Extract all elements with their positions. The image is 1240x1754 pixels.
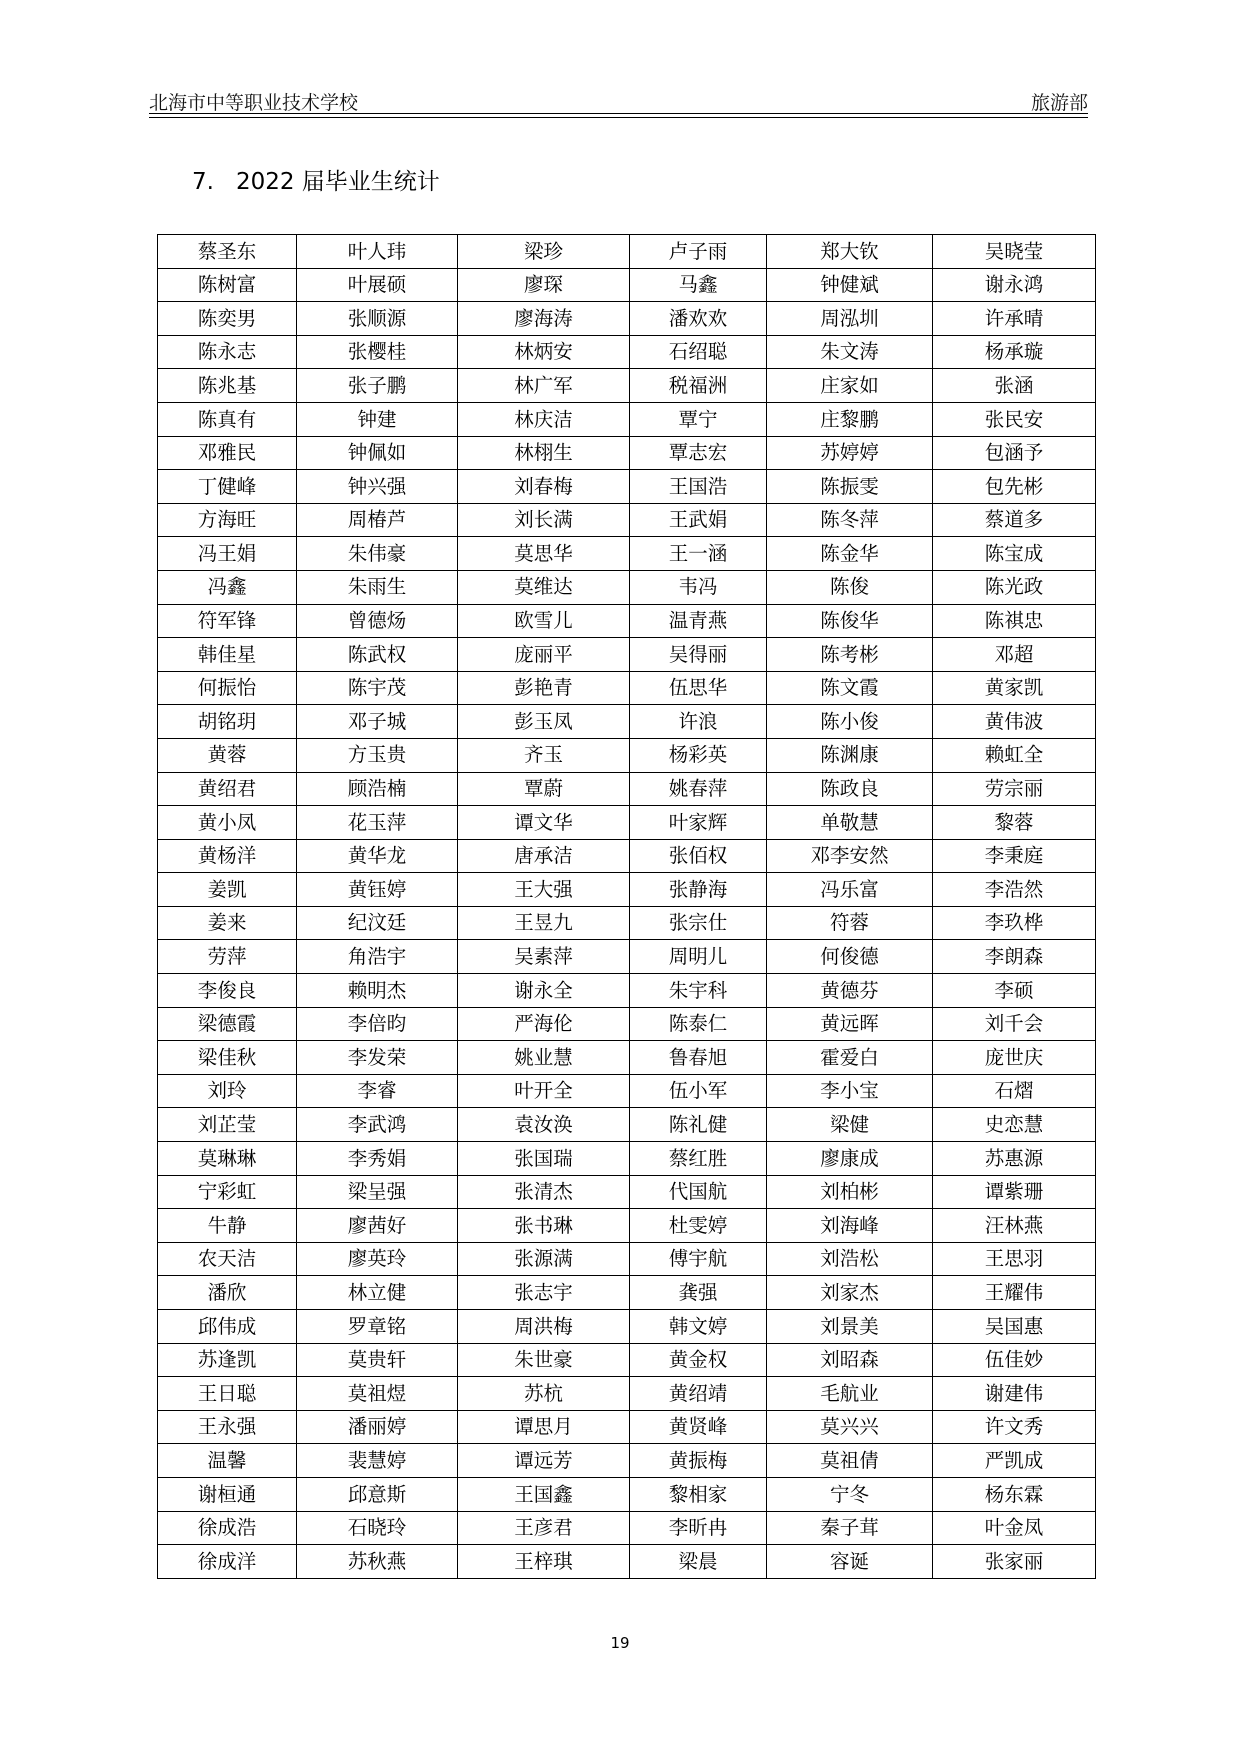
table-cell: 刘春梅 — [458, 470, 630, 504]
table-row — [158, 570, 1096, 604]
table-cell: 李俊良 — [158, 974, 297, 1008]
table-cell: 李玖桦 — [933, 906, 1096, 940]
table-cell: 张涵 — [933, 369, 1096, 403]
table-cell: 邓子城 — [297, 705, 458, 739]
table-cell: 王彦君 — [458, 1511, 630, 1545]
table-cell: 代国航 — [630, 1175, 767, 1209]
table-cell: 丁健峰 — [158, 470, 297, 504]
table-cell: 王日聪 — [158, 1377, 297, 1411]
table-cell: 伍佳妙 — [933, 1343, 1096, 1377]
table-cell: 邓李安然 — [767, 839, 933, 873]
header-school-name: 北海市中等职业技术学校 — [149, 92, 359, 114]
table-cell: 龚强 — [630, 1276, 767, 1310]
table-cell: 周洪梅 — [458, 1310, 630, 1344]
table-cell: 农天洁 — [158, 1242, 297, 1276]
table-row — [158, 671, 1096, 705]
table-row — [158, 503, 1096, 537]
table-cell: 刘长满 — [458, 503, 630, 537]
table-row — [158, 1444, 1096, 1478]
table-cell: 黄小凤 — [158, 806, 297, 840]
table-row — [158, 1074, 1096, 1108]
table-cell: 王耀伟 — [933, 1276, 1096, 1310]
table-cell: 包涵予 — [933, 436, 1096, 470]
table-cell: 刘景美 — [767, 1310, 933, 1344]
table-cell: 叶展硕 — [297, 268, 458, 302]
table-cell: 黄蓉 — [158, 738, 297, 772]
table-row — [158, 940, 1096, 974]
table-row — [158, 1041, 1096, 1075]
table-cell: 梁呈强 — [297, 1175, 458, 1209]
table-cell: 黄金权 — [630, 1343, 767, 1377]
table-cell: 梁珍 — [458, 235, 630, 269]
table-cell: 宁彩虹 — [158, 1175, 297, 1209]
table-cell: 吴晓莹 — [933, 235, 1096, 269]
table-cell: 陈永志 — [158, 335, 297, 369]
table-row — [158, 268, 1096, 302]
table-cell: 朱宇科 — [630, 974, 767, 1008]
table-row — [158, 1242, 1096, 1276]
table-cell: 陈小俊 — [767, 705, 933, 739]
table-cell: 王武娟 — [630, 503, 767, 537]
table-cell: 张佰权 — [630, 839, 767, 873]
table-cell: 花玉萍 — [297, 806, 458, 840]
table-cell: 潘丽婷 — [297, 1410, 458, 1444]
table-cell: 赖明杰 — [297, 974, 458, 1008]
table-cell: 彭艳青 — [458, 671, 630, 705]
table-cell: 韩文婷 — [630, 1310, 767, 1344]
table-cell: 毛航业 — [767, 1377, 933, 1411]
table-cell: 鲁春旭 — [630, 1041, 767, 1075]
table-cell: 陈俊 — [767, 570, 933, 604]
table-cell: 王永强 — [158, 1410, 297, 1444]
table-row — [158, 772, 1096, 806]
table-cell: 陈礼健 — [630, 1108, 767, 1142]
table-row — [158, 974, 1096, 1008]
section-title-text: 2022 届毕业生统计 — [235, 169, 440, 195]
table-row — [158, 369, 1096, 403]
table-cell: 姚春萍 — [630, 772, 767, 806]
table-cell: 李倍昀 — [297, 1007, 458, 1041]
table-cell: 陈兆基 — [158, 369, 297, 403]
table-cell: 蔡圣东 — [158, 235, 297, 269]
table-cell: 覃蔚 — [458, 772, 630, 806]
table-cell: 张志宇 — [458, 1276, 630, 1310]
table-cell: 张静海 — [630, 873, 767, 907]
table-cell: 黎蓉 — [933, 806, 1096, 840]
table-cell: 杨彩英 — [630, 738, 767, 772]
table-cell: 彭玉凤 — [458, 705, 630, 739]
table-cell: 陈树富 — [158, 268, 297, 302]
table-cell: 蔡红胜 — [630, 1142, 767, 1176]
table-cell: 潘欢欢 — [630, 302, 767, 336]
table-row — [158, 1545, 1096, 1579]
table-cell: 谭远芳 — [458, 1444, 630, 1478]
table-cell: 莫祖倩 — [767, 1444, 933, 1478]
table-cell: 伍小军 — [630, 1074, 767, 1108]
table-cell: 严海伦 — [458, 1007, 630, 1041]
table-cell: 欧雪儿 — [458, 604, 630, 638]
table-cell: 陈渊康 — [767, 738, 933, 772]
table-cell: 裴慧婷 — [297, 1444, 458, 1478]
table-cell: 谢永全 — [458, 974, 630, 1008]
graduates-table-body — [158, 235, 1096, 1579]
table-row — [158, 1007, 1096, 1041]
table-cell: 李武鸿 — [297, 1108, 458, 1142]
header-department: 旅游部 — [1030, 92, 1088, 114]
table-cell: 黄贤峰 — [630, 1410, 767, 1444]
header-rule — [149, 113, 1088, 114]
table-cell: 张民安 — [933, 402, 1096, 436]
table-cell: 陈金华 — [767, 537, 933, 571]
table-cell: 角浩宇 — [297, 940, 458, 974]
table-cell: 王思羽 — [933, 1242, 1096, 1276]
table-cell: 周椿芦 — [297, 503, 458, 537]
table-cell: 吴素萍 — [458, 940, 630, 974]
graduates-table — [157, 234, 1096, 1579]
table-cell: 冯鑫 — [158, 570, 297, 604]
table-cell: 覃志宏 — [630, 436, 767, 470]
table-cell: 石晓玲 — [297, 1511, 458, 1545]
table-cell: 苏婷婷 — [767, 436, 933, 470]
table-cell: 叶金凤 — [933, 1511, 1096, 1545]
table-row — [158, 638, 1096, 672]
table-cell: 李睿 — [297, 1074, 458, 1108]
table-cell: 李硕 — [933, 974, 1096, 1008]
table-cell: 廖英玲 — [297, 1242, 458, 1276]
table-cell: 庞世庆 — [933, 1041, 1096, 1075]
table-cell: 劳宗丽 — [933, 772, 1096, 806]
table-cell: 朱文涛 — [767, 335, 933, 369]
table-cell: 莫兴兴 — [767, 1410, 933, 1444]
table-cell: 杨承璇 — [933, 335, 1096, 369]
table-cell: 苏秋燕 — [297, 1545, 458, 1579]
table-row — [158, 1142, 1096, 1176]
table-cell: 陈政良 — [767, 772, 933, 806]
table-cell: 刘芷莹 — [158, 1108, 297, 1142]
table-cell: 吴国惠 — [933, 1310, 1096, 1344]
table-cell: 石绍聪 — [630, 335, 767, 369]
table-row — [158, 302, 1096, 336]
table-cell: 庄黎鹏 — [767, 402, 933, 436]
table-cell: 莫祖煜 — [297, 1377, 458, 1411]
table-cell: 姚业慧 — [458, 1041, 630, 1075]
table-cell: 邓超 — [933, 638, 1096, 672]
table-cell: 陈真有 — [158, 402, 297, 436]
table-cell: 叶人玮 — [297, 235, 458, 269]
table-cell: 纪汶廷 — [297, 906, 458, 940]
table-row — [158, 1477, 1096, 1511]
table-cell: 廖海涛 — [458, 302, 630, 336]
table-cell: 朱世豪 — [458, 1343, 630, 1377]
table-cell: 刘柏彬 — [767, 1175, 933, 1209]
table-cell: 张樱桂 — [297, 335, 458, 369]
table-cell: 覃宁 — [630, 402, 767, 436]
table-cell: 王梓琪 — [458, 1545, 630, 1579]
table-cell: 伍思华 — [630, 671, 767, 705]
table-cell: 谭文华 — [458, 806, 630, 840]
table-cell: 黄华龙 — [297, 839, 458, 873]
table-cell: 李昕冉 — [630, 1511, 767, 1545]
table-cell: 温青燕 — [630, 604, 767, 638]
table-cell: 许文秀 — [933, 1410, 1096, 1444]
table-row — [158, 873, 1096, 907]
table-cell: 林广军 — [458, 369, 630, 403]
table-cell: 梁德霞 — [158, 1007, 297, 1041]
table-cell: 梁晨 — [630, 1545, 767, 1579]
table-cell: 单敬慧 — [767, 806, 933, 840]
table-cell: 陈冬萍 — [767, 503, 933, 537]
table-row — [158, 1310, 1096, 1344]
table-cell: 唐承洁 — [458, 839, 630, 873]
table-cell: 张宗仕 — [630, 906, 767, 940]
table-cell: 黄远晖 — [767, 1007, 933, 1041]
table-cell: 何振怡 — [158, 671, 297, 705]
table-cell: 李小宝 — [767, 1074, 933, 1108]
table-cell: 杜雯婷 — [630, 1209, 767, 1243]
table-cell: 何俊德 — [767, 940, 933, 974]
table-cell: 陈奕男 — [158, 302, 297, 336]
table-cell: 王大强 — [458, 873, 630, 907]
table-cell: 邱伟成 — [158, 1310, 297, 1344]
table-cell: 黄伟波 — [933, 705, 1096, 739]
table-cell: 胡铭玥 — [158, 705, 297, 739]
table-cell: 林炳安 — [458, 335, 630, 369]
table-cell: 符蓉 — [767, 906, 933, 940]
table-cell: 陈光政 — [933, 570, 1096, 604]
table-cell: 刘海峰 — [767, 1209, 933, 1243]
table-cell: 黄钰婷 — [297, 873, 458, 907]
table-cell: 曾德炀 — [297, 604, 458, 638]
table-cell: 史恋慧 — [933, 1108, 1096, 1142]
table-cell: 苏惠源 — [933, 1142, 1096, 1176]
table-cell: 符军锋 — [158, 604, 297, 638]
table-cell: 莫贵轩 — [297, 1343, 458, 1377]
table-row — [158, 335, 1096, 369]
table-row — [158, 235, 1096, 269]
table-cell: 黄家凯 — [933, 671, 1096, 705]
table-cell: 谢建伟 — [933, 1377, 1096, 1411]
table-cell: 张家丽 — [933, 1545, 1096, 1579]
table-cell: 劳萍 — [158, 940, 297, 974]
header-rule-thin — [149, 117, 1088, 118]
table-cell: 苏逢凯 — [158, 1343, 297, 1377]
table-cell: 邓雅民 — [158, 436, 297, 470]
table-cell: 税福洲 — [630, 369, 767, 403]
table-cell: 韦冯 — [630, 570, 767, 604]
table-cell: 周明儿 — [630, 940, 767, 974]
table-row — [158, 705, 1096, 739]
table-cell: 廖琛 — [458, 268, 630, 302]
section-title — [192, 163, 440, 196]
table-cell: 王国鑫 — [458, 1477, 630, 1511]
table-row — [158, 604, 1096, 638]
table-row — [158, 1343, 1096, 1377]
table-cell: 莫思华 — [458, 537, 630, 571]
table-row — [158, 1377, 1096, 1411]
table-cell: 袁汝涣 — [458, 1108, 630, 1142]
table-cell: 黄绍君 — [158, 772, 297, 806]
table-cell: 杨东霖 — [933, 1477, 1096, 1511]
table-cell: 林庆洁 — [458, 402, 630, 436]
table-cell: 刘玲 — [158, 1074, 297, 1108]
table-cell: 王昱九 — [458, 906, 630, 940]
table-cell: 刘家杰 — [767, 1276, 933, 1310]
table-cell: 陈文霞 — [767, 671, 933, 705]
table-cell: 黄绍靖 — [630, 1377, 767, 1411]
table-cell: 许承晴 — [933, 302, 1096, 336]
table-cell: 郑大钦 — [767, 235, 933, 269]
table-cell: 许浪 — [630, 705, 767, 739]
table-cell: 邱意斯 — [297, 1477, 458, 1511]
table-cell: 傅宇航 — [630, 1242, 767, 1276]
table-row — [158, 806, 1096, 840]
table-cell: 刘昭森 — [767, 1343, 933, 1377]
table-cell: 蔡道多 — [933, 503, 1096, 537]
table-cell: 韩佳星 — [158, 638, 297, 672]
table-cell: 陈俊华 — [767, 604, 933, 638]
table-cell: 陈武权 — [297, 638, 458, 672]
table-cell: 姜凯 — [158, 873, 297, 907]
table-cell: 陈祺忠 — [933, 604, 1096, 638]
table-cell: 钟佩如 — [297, 436, 458, 470]
table-cell: 张清杰 — [458, 1175, 630, 1209]
table-cell: 徐成浩 — [158, 1511, 297, 1545]
table-row — [158, 839, 1096, 873]
table-cell: 黄杨洋 — [158, 839, 297, 873]
table-cell: 石熠 — [933, 1074, 1096, 1108]
table-cell: 陈泰仁 — [630, 1007, 767, 1041]
table-row — [158, 1511, 1096, 1545]
table-cell: 谭思月 — [458, 1410, 630, 1444]
table-cell: 庄家如 — [767, 369, 933, 403]
table-cell: 汪林燕 — [933, 1209, 1096, 1243]
table-cell: 赖虹全 — [933, 738, 1096, 772]
table-cell: 宁冬 — [767, 1477, 933, 1511]
table-cell: 吴得丽 — [630, 638, 767, 672]
table-cell: 张子鹏 — [297, 369, 458, 403]
table-cell: 谭紫珊 — [933, 1175, 1096, 1209]
table-cell: 严凯成 — [933, 1444, 1096, 1478]
table-cell: 刘千会 — [933, 1007, 1096, 1041]
table-cell: 徐成洋 — [158, 1545, 297, 1579]
table-cell: 苏杭 — [458, 1377, 630, 1411]
table-cell: 李朗森 — [933, 940, 1096, 974]
page-number: 19 — [610, 1634, 630, 1652]
table-cell: 黎相家 — [630, 1477, 767, 1511]
table-cell: 罗章铭 — [297, 1310, 458, 1344]
table-cell: 陈宇茂 — [297, 671, 458, 705]
table-cell: 林立健 — [297, 1276, 458, 1310]
table-cell: 谢桓通 — [158, 1477, 297, 1511]
table-cell: 卢子雨 — [630, 235, 767, 269]
table-cell: 钟健斌 — [767, 268, 933, 302]
table-cell: 张国瑞 — [458, 1142, 630, 1176]
table-cell: 马鑫 — [630, 268, 767, 302]
table-cell: 顾浩楠 — [297, 772, 458, 806]
table-cell: 李秀娟 — [297, 1142, 458, 1176]
table-cell: 李浩然 — [933, 873, 1096, 907]
table-cell: 陈宝成 — [933, 537, 1096, 571]
table-cell: 冯王娟 — [158, 537, 297, 571]
table-cell: 王一涵 — [630, 537, 767, 571]
table-cell: 钟兴强 — [297, 470, 458, 504]
table-cell: 容诞 — [767, 1545, 933, 1579]
table-cell: 齐玉 — [458, 738, 630, 772]
table-row — [158, 738, 1096, 772]
table-cell: 黄振梅 — [630, 1444, 767, 1478]
table-cell: 霍爱白 — [767, 1041, 933, 1075]
table-cell: 冯乐富 — [767, 873, 933, 907]
table-row — [158, 1209, 1096, 1243]
table-cell: 梁健 — [767, 1108, 933, 1142]
table-row — [158, 1108, 1096, 1142]
table-row — [158, 1410, 1096, 1444]
table-cell: 包先彬 — [933, 470, 1096, 504]
table-cell: 姜来 — [158, 906, 297, 940]
table-cell: 张书琳 — [458, 1209, 630, 1243]
table-cell: 莫维达 — [458, 570, 630, 604]
table-cell: 钟建 — [297, 402, 458, 436]
section-number: 7. — [192, 169, 214, 195]
table-row — [158, 537, 1096, 571]
table-cell: 林栩生 — [458, 436, 630, 470]
table-cell: 温馨 — [158, 1444, 297, 1478]
table-cell: 方玉贵 — [297, 738, 458, 772]
table-cell: 牛静 — [158, 1209, 297, 1243]
table-row — [158, 1175, 1096, 1209]
table-cell: 梁佳秋 — [158, 1041, 297, 1075]
table-row — [158, 402, 1096, 436]
table-cell: 李秉庭 — [933, 839, 1096, 873]
table-cell: 周泓圳 — [767, 302, 933, 336]
table-cell: 张顺源 — [297, 302, 458, 336]
table-cell: 谢永鸿 — [933, 268, 1096, 302]
table-row — [158, 436, 1096, 470]
table-cell: 朱伟豪 — [297, 537, 458, 571]
table-cell: 李发荣 — [297, 1041, 458, 1075]
table-row — [158, 1276, 1096, 1310]
table-cell: 叶家辉 — [630, 806, 767, 840]
table-cell: 方海旺 — [158, 503, 297, 537]
table-cell: 刘浩松 — [767, 1242, 933, 1276]
table-cell: 陈振雯 — [767, 470, 933, 504]
table-cell: 秦子茸 — [767, 1511, 933, 1545]
table-cell: 王国浩 — [630, 470, 767, 504]
table-cell: 莫琳琳 — [158, 1142, 297, 1176]
table-row — [158, 906, 1096, 940]
table-cell: 潘欣 — [158, 1276, 297, 1310]
table-cell: 庞丽平 — [458, 638, 630, 672]
table-cell: 叶开全 — [458, 1074, 630, 1108]
table-row — [158, 470, 1096, 504]
table-cell: 廖康成 — [767, 1142, 933, 1176]
table-cell: 陈考彬 — [767, 638, 933, 672]
table-cell: 廖茜好 — [297, 1209, 458, 1243]
table-cell: 朱雨生 — [297, 570, 458, 604]
table-cell: 张源满 — [458, 1242, 630, 1276]
table-cell: 黄德芬 — [767, 974, 933, 1008]
